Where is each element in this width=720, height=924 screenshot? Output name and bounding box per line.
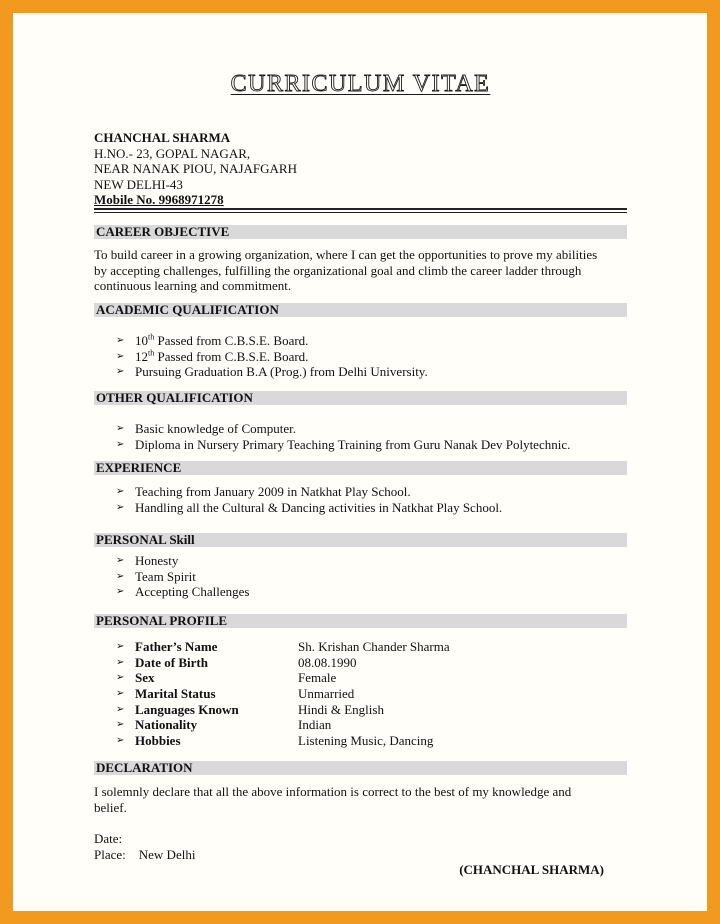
profile-label: Nationality — [135, 717, 198, 733]
experience-list — [94, 484, 502, 515]
arrow-bullet-icon: ➢ — [116, 438, 125, 450]
paragraph-line: To build career in a growing organization, where I can get the opportunities to prove my abilities — [94, 247, 598, 262]
list-item: ➢ Accepting Challenges — [116, 584, 250, 600]
contact-block — [94, 130, 297, 208]
arrow-bullet-icon: ➢ — [116, 586, 125, 598]
paragraph-line: by accepting challenges, fulfilling the organizational goal and climb the career ladder through — [94, 262, 582, 278]
list-item: ➢ Teaching from January 2009 in Natkhat Play School. — [116, 484, 411, 499]
section-heading-experience: EXPERIENCE — [94, 461, 627, 475]
arrow-bullet-icon: ➢ — [116, 555, 125, 566]
paragraph-line: continuous learning and commitment. — [94, 278, 292, 294]
arrow-bullet-icon: ➢ — [116, 501, 125, 513]
section-heading-declaration: DECLARATION — [94, 761, 627, 775]
section-heading-career-objective: CAREER OBJECTIVE — [94, 225, 627, 239]
profile-label: Marital Status — [135, 686, 216, 702]
section-heading-academic: ACADEMIC QUALIFICATION — [94, 303, 627, 317]
arrow-bullet-icon: ➢ — [116, 672, 125, 684]
section-heading-other-qualification: OTHER QUALIFICATION — [94, 391, 627, 405]
place-value: New Delhi — [138, 846, 196, 862]
profile-value: Unmarried — [298, 686, 355, 702]
signature-name: (CHANCHAL SHARMA) — [459, 862, 604, 877]
career-objective-text — [94, 247, 627, 294]
place-line — [94, 847, 195, 863]
candidate-name: CHANCHAL SHARMA — [94, 130, 231, 145]
academic-list — [94, 333, 428, 380]
place-label: Place: — [94, 846, 126, 862]
profile-value: Listening Music, Dancing — [298, 733, 434, 749]
paragraph-line: belief. — [94, 799, 127, 815]
skills-list — [94, 553, 249, 600]
list-item: ➢ Pursuing Graduation B.A (Prog.) from Delhi University. — [116, 364, 428, 380]
profile-label: Hobbies — [135, 733, 181, 749]
arrow-bullet-icon: ➢ — [116, 656, 125, 668]
profile-value: Hindi & English — [298, 701, 384, 717]
profile-value: 08.08.1990 — [298, 654, 357, 670]
list-item: ➢ 12th Passed from C.B.S.E. Board. — [116, 348, 309, 364]
list-item: ➢ Basic knowledge of Computer. — [116, 421, 297, 436]
profile-label: Sex — [135, 670, 155, 686]
profile-value: Female — [298, 670, 337, 686]
date-label: Date: — [94, 831, 123, 846]
other-qualification-list — [94, 421, 570, 452]
paragraph-line: I solemnly declare that all the above information is correct to the best of my knowledge and — [94, 784, 572, 799]
arrow-bullet-icon: ➢ — [116, 486, 125, 497]
arrow-bullet-icon: ➢ — [116, 366, 125, 378]
profile-label: Father’s Name — [135, 639, 218, 654]
mobile-number: Mobile No. 9968971278 — [94, 192, 224, 208]
profile-value: Indian — [298, 717, 332, 733]
section-heading-personal-skill: PERSONAL Skill — [94, 533, 627, 547]
divider-thick — [94, 208, 627, 210]
list-item: ➢ Team Spirit — [116, 568, 196, 584]
arrow-bullet-icon: ➢ — [116, 641, 125, 652]
list-item: ➢ 10th Passed from C.B.S.E. Board. — [116, 332, 309, 348]
declaration-text — [94, 784, 627, 815]
list-item: ➢ Handling all the Cultural & Dancing activities in Natkhat Play School. — [116, 499, 503, 515]
address-line: H.NO.- 23, GOPAL NAGAR, — [94, 145, 251, 161]
profile-label: Languages Known — [135, 701, 239, 717]
profile-label: Date of Birth — [135, 654, 208, 670]
arrow-bullet-icon: ➢ — [116, 335, 125, 346]
arrow-bullet-icon: ➢ — [116, 703, 125, 715]
arrow-bullet-icon: ➢ — [116, 350, 125, 362]
arrow-bullet-icon: ➢ — [116, 719, 125, 731]
resume-page — [13, 13, 707, 911]
divider-thin — [94, 212, 627, 213]
list-item: ➢ Diploma in Nursery Primary Teaching Training from Guru Nanak Dev Polytechnic. — [116, 436, 571, 452]
profile-value: Sh. Krishan Chander Sharma — [298, 639, 450, 654]
address-line: NEAR NANAK PIOU, NAJAFGARH — [94, 161, 297, 177]
date-place-block — [94, 831, 195, 862]
address-line: NEW DELHI-43 — [94, 176, 183, 192]
arrow-bullet-icon: ➢ — [116, 688, 125, 700]
document-title: CURRICULUM VITAE — [230, 71, 491, 97]
section-heading-personal-profile: PERSONAL PROFILE — [94, 614, 627, 628]
arrow-bullet-icon: ➢ — [116, 423, 125, 434]
arrow-bullet-icon: ➢ — [116, 735, 125, 747]
list-item: ➢ Honesty — [116, 553, 179, 568]
arrow-bullet-icon: ➢ — [116, 570, 125, 582]
